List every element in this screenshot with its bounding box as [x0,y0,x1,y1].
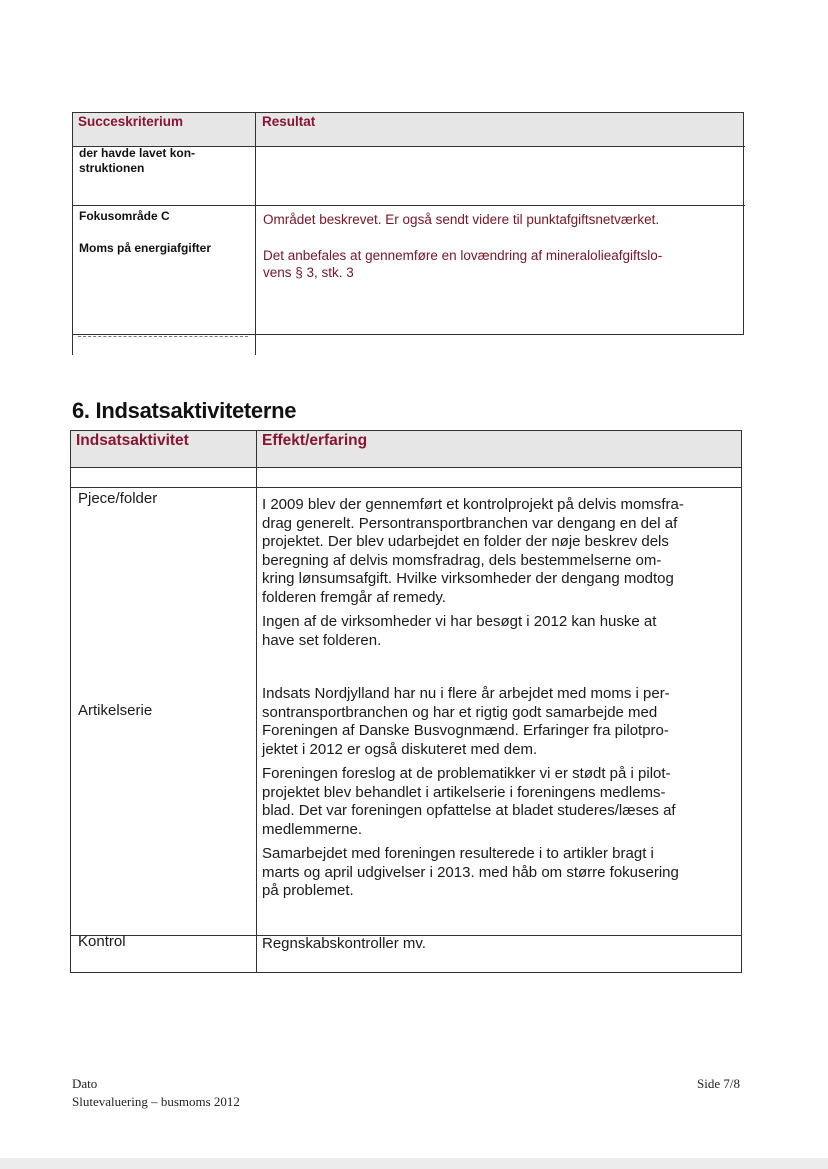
effect-cell-kontrol [262,935,738,960]
focus-area-subtitle: Moms på energiafgifter [79,241,212,255]
success-criteria-table [72,112,745,355]
focus-area-title: Fokusområde C [79,209,170,223]
activity-artikelserie: Artikelserie [78,702,153,719]
page-bottom-strip [0,1158,828,1169]
footer-document-name: Slutevaluering – busmoms 2012 [72,1094,240,1109]
header-indsatsaktivitet: Indsatsaktivitet [76,432,189,449]
paragraph: Regnskabskontroller mv. [262,935,426,952]
header-effekt-erfaring: Effekt/erfaring [262,432,368,449]
footer-page-number: Side 7/8 [697,1076,740,1091]
paragraph: Samarbejdet med foreningen resulterede i to artikler bragt i marts og april udgivelser i 2013. med håb om større fokusering på problemet. [262,845,679,899]
paragraph: I 2009 blev der gennemført et kontrolprojekt på delvis momsfra- drag generelt. Persontransportbranchen var dengang en del af projektet. Der blev udarbejdet en folder der nøje beskrev dels beregning af delvis momsfradrag, dels bestemmelserne om- kring lønsumsafgift. Hvilke virksomheder der dengang modtog folderen fremgår af remedy. [262,496,684,606]
activities-table [70,430,742,973]
result-text-1: Området beskrevet. Er også sendt videre til punktafgiftsnetværket. [263,212,660,227]
result-text-2: Det anbefales at gennemføre en lovændring af mineralolieafgiftslo- vens § 3, stk. 3 [263,248,663,280]
section-title: 6. Indsatsaktiviteterne [72,398,297,423]
footer-date-label: Dato [72,1076,98,1091]
paragraph: Foreningen foreslog at de problematikker vi er stødt på i pilot- projektet blev behandlet i artikelserie i foreningens medlems- blad. Det var foreningen opfattelse at bladet studeres/læses af medlemmerne. [262,765,676,838]
header-resultat: Resultat [262,114,316,129]
effect-cell-pjece-folder [262,496,738,656]
activity-pjece-folder: Pjece/folder [78,490,158,507]
activity-kontrol: Kontrol [78,933,126,950]
paragraph: Ingen af de virksomheder vi har besøgt i 2012 kan huske at have set folderen. [262,613,657,649]
paragraph: Indsats Nordjylland har nu i flere år arbejdet med moms i per- sontransportbranchen og har et rigtig godt samarbejde med Foreningen af Danske Busvognmænd. Erfaringer fra pilotpro- jektet i 2012 er også diskuteret med dem. [262,685,670,758]
header-succeskriterium: Succeskriterium [78,114,184,129]
effect-cell-artikelserie [262,685,738,907]
criterion-cell: der havde lavet kon- struktionen [79,146,196,175]
